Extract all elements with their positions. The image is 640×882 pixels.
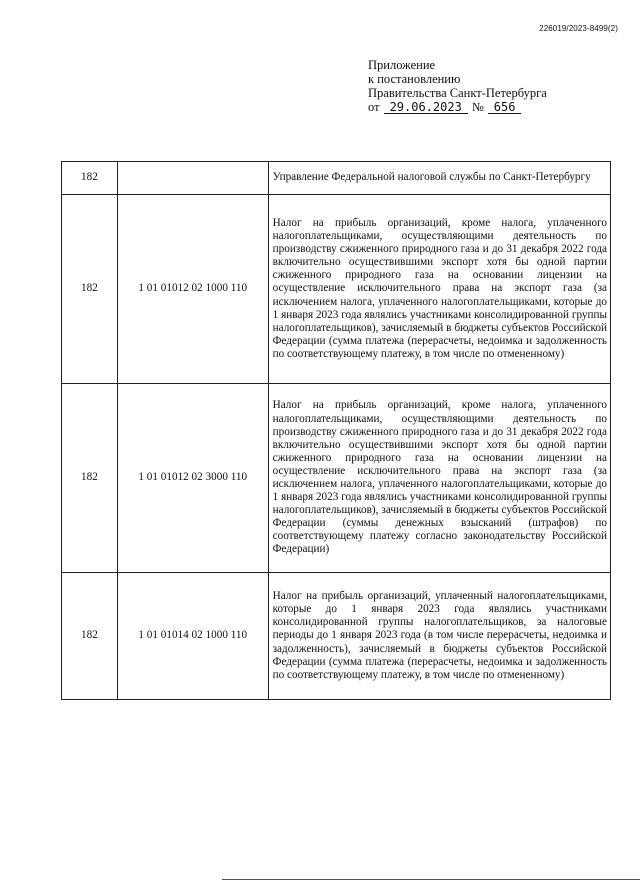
table-row	[62, 384, 611, 573]
admin-code-cell: 182	[62, 573, 118, 700]
admin-code-cell: 182	[62, 195, 118, 384]
resolution-number: 656	[488, 101, 522, 114]
kbk-cell	[117, 162, 268, 195]
appendix-block	[368, 58, 547, 114]
date-label: от	[368, 100, 380, 114]
appendix-date-line	[368, 100, 547, 114]
table-row	[62, 573, 611, 700]
appendix-title: Приложение	[368, 58, 436, 72]
description-cell	[268, 195, 610, 384]
description-text: Налог на прибыль организаций, уплаченный налогоплательщиками, которые до 1 января 2023 года являлись участниками консолидированной группы налогоплательщиков, за налоговые периоды до 1 января 2023 года (в том числе перерасчеты, недоимка и задолженность), зачисляемый в бюджеты субъектов Российской Федерации (сумма платежа (перерасчеты, недоимка и задолженность по соответствующему платежу, в том числе по отмененному)	[272, 590, 607, 681]
document-number: 226019/2023-8499(2)	[539, 24, 618, 33]
appendix-ref: к постановлению	[368, 72, 461, 86]
budget-codes-table	[61, 161, 611, 700]
description-text: Налог на прибыль организаций, кроме налога, уплаченного налогоплательщиками, осуществляющими деятельность по производству сжиженного природного газа и до 31 декабря 2022 года включительно осуществившими экспорт хотя бы одной партии сжиженного природного газа на основании лицензии на осуществление исключительного права на экспорт газа (за исключением налога, уплаченного налогоплательщиками, которые до 1 января 2023 года являлись участниками консолидированной группы налогоплательщиков), зачисляемый в бюджеты субъектов Российской Федерации (сумма платежа (перерасчеты, недоимка и задолженность по соответствующему платежу, в том числе по отмененному)	[272, 216, 607, 360]
table-row	[62, 162, 611, 195]
description-text: Налог на прибыль организаций, кроме налога, уплаченного налогоплательщиками, осуществляющими деятельность по производству сжиженного природного газа и до 31 декабря 2022 года включительно осуществившими экспорт хотя бы одной партии сжиженного природного газа на основании лицензии на осуществление исключительного права на экспорт газа (за исключением налога, уплаченного налогоплательщиками, которые до 1 января 2023 года являлись участниками консолидированной группы налогоплательщиков), зачисляемый в бюджеты субъектов Российской Федерации (суммы денежных взысканий (штрафов) по соответствующему платежу согласно законодательству Российской Федерации)	[272, 399, 607, 556]
kbk-cell: 1 01 01014 02 1000 110	[117, 573, 268, 700]
number-label: №	[471, 100, 484, 114]
admin-code-cell: 182	[62, 384, 118, 573]
admin-code-cell: 182	[62, 162, 118, 195]
description-cell	[268, 384, 610, 573]
description-cell	[268, 573, 610, 700]
kbk-cell: 1 01 01012 02 3000 110	[117, 384, 268, 573]
table-row	[62, 195, 611, 384]
appendix-authority: Правительства Санкт-Петербурга	[368, 86, 547, 100]
footer-rule	[222, 879, 640, 880]
kbk-cell: 1 01 01012 02 1000 110	[117, 195, 268, 384]
resolution-date: 29.06.2023	[384, 101, 468, 114]
description-text: Управление Федеральной налоговой службы по Санкт-Петербургу	[272, 171, 591, 184]
description-cell	[268, 162, 610, 195]
